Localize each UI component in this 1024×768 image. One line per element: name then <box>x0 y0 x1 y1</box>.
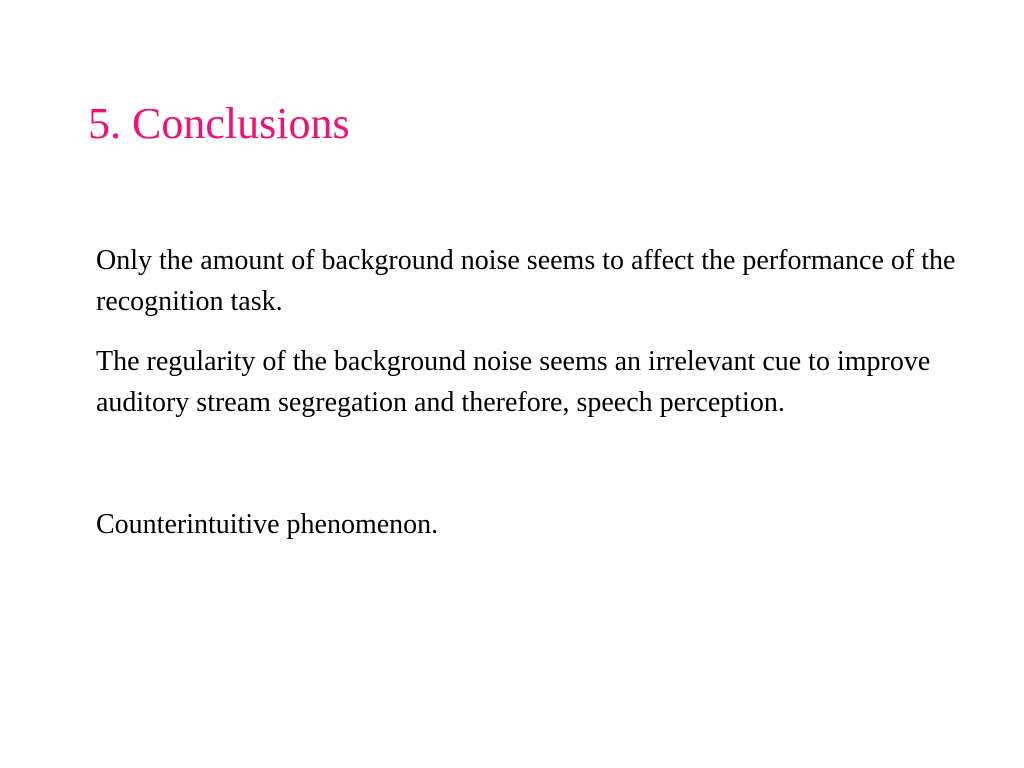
paragraph-counterintuitive: Counterintuitive phenomenon. <box>96 509 439 540</box>
paragraph-noise-amount: Only the amount of background noise seems to affect the performance of the recognition task. <box>96 245 956 317</box>
paragraph-noise-regularity: The regularity of the background noise seems an irrelevant cue to improve auditory stream segregation and therefore, speech perception. <box>96 346 931 418</box>
slide-body <box>96 240 976 545</box>
slide-title: 5. Conclusions <box>88 99 350 148</box>
